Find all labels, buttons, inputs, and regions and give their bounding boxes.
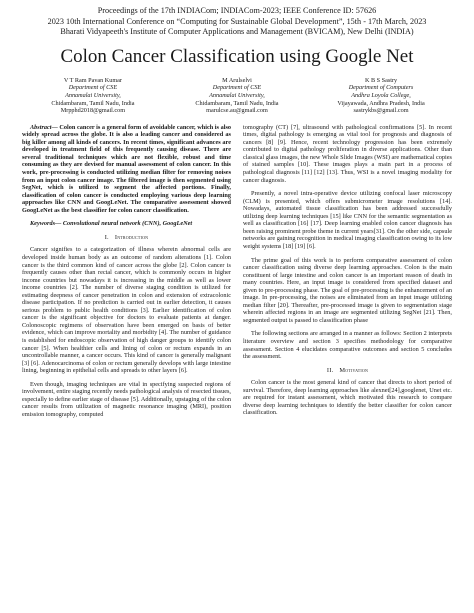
body-paragraph: Cancer signifies to a categorization of illness wherein abnormal cells are developed inside human body as an outcome of random alterations [1]. Colon cancer is the third common kind of cancer across the globe [2]. Colon cancer is frequently causes other than rectal cancer, which is commonly occurs in higher income countries but nowadays it is increasing in the middle as well as lower income countries [2]. The number of diverse staging condition is utilized for estimating deepness of cancer penetration in colon and extension of extracolonic disease participation. If no prediction is carried out in earlier detection, it causes serious problem to public health conditions [3]. Earlier identification of colon cancer is the significant objective for doctors to evaluate patients at danger. Colonoscopic regimens of observation have been emerged on basis of better evidence, which can improve mortality and morbidity [4]. The number of guidance is established for endoscopic observation of high danger groups to identify colon cancer [5]. When healthier cells and lining of colon or rectum expands in an uncontrollable manner, a cancer occurs. This kind of cancer is generally malignant [3] [6]. Adenocarcinoma of colon or rectum generally develops with large intestine lining, beginning in epithelial cells and spreads to other layers [6]. (22, 246, 231, 375)
keywords-label: Keywords— (30, 220, 62, 228)
section-title: Introduction (114, 233, 149, 241)
proceedings-line: 2023 10th International Conference on “Computing for Sustainable Global Development”, 15th - 17th March, 2023 (47, 16, 427, 26)
author-3 (310, 77, 452, 115)
author-name: K B S Sastry (364, 76, 398, 84)
author-city: Chidambaram, Tamil Nadu, India (195, 99, 279, 107)
author-org: Andhra Loyola College, (351, 91, 411, 99)
author-org: Annamalai University, (65, 91, 121, 99)
abstract (22, 124, 231, 215)
author-email: marulcse.au@gmail.com (206, 107, 268, 115)
abstract-text: Colon cancer is a general form of avoidable cancer, which is also widely spread across the globe. It is also a leading cancer and considered as big killer among all kinds of cancers. In recent times, significant advances are developed in treatment field of this frequently causing disease. There are several traditional techniques which are not flexible, robust and time consuming as they are devised for manual assessment of colon cancer. In this work, pre-processing is conducted utilizing median filter for removing noises from an input colon cancer image. The filtered image is then segmented using SegNet, which is utilized to segment the affected portions. Finally, classification of colon cancer is conducted employing various deep learning approaches like CNN and GoogLeNet. The comparative assessment showed GoogLeNet as the best classifier for colon cancer classification. (22, 123, 231, 214)
paper-title: Colon Cancer Classification using Google Net (60, 45, 414, 67)
body-paragraph: Even though, imaging techniques are vital in specifying suspected regions of involvement, entire staging recently needs pathological analysis of resected tissues, especially to define earlier stage of disease [5]. Additionally, upstaging of the colon cancer results from utilization of magnetic resonance imaging (MRI), position emission tomography, computed (22, 380, 231, 418)
author-city: Chidambaram, Tamil Nadu, India (51, 99, 135, 107)
author-name: M Arulselvi (222, 76, 252, 84)
author-1 (22, 77, 164, 115)
author-dept: Department of Computers (348, 84, 414, 92)
right-column (243, 124, 452, 425)
abstract-label: Abstract— (30, 123, 58, 131)
author-org: Annamalai University, (209, 91, 265, 99)
author-block (22, 77, 452, 115)
proceedings-header (22, 6, 452, 38)
author-dept: Department of CSE (212, 84, 262, 92)
keywords-text: Convolutional neural network (CNN), GoogLeNet (61, 220, 193, 228)
left-column (22, 124, 231, 425)
author-2 (166, 77, 308, 115)
body-paragraph: The following sections are arranged in a manner as follows: Section 2 interprets literature overview and section 3 specifies methodology for comparative assessment. Section 4 elucidates comparative outcomes and section 5 concludes the assessment. (243, 330, 452, 361)
author-email: sastrykbs@gmail.com (353, 107, 409, 115)
proceedings-line: Bharati Vidyapeeth's Institute of Computer Applications and Management (BVICAM), New Delhi (INDIA) (60, 27, 414, 37)
body-columns (22, 124, 452, 425)
body-paragraph: tomography (CT) [7], ultrasound with pathological confirmations [5]. In recent times, digital pathology is emerging as vital tool for prognosis and diagnosis of cancers [8] [9]. Hence, recent technology progression has been extremely contributed to digital pathology proliferation in diverse applications. Other than classical glass images, the new Whole Slide Images (WSI) are mathematical copies of stained samples [10]. These images plays a main part in a process of pathological diagnosis [11] [12] [13]. Thus, WSI is a novel imaging modality for cancer diagnosis. (243, 123, 452, 184)
body-paragraph: Colon cancer is the most general kind of cancer that directs to short period of survival. Therefore, deep learning approaches like alexnet[24],googlenet, Unet etc. are required for instant assessment, which motivated this research to compare diverse deep learning techniques to identify the better classifier for colon cancer classification. (243, 379, 452, 417)
author-dept: Department of CSE (68, 84, 118, 92)
section-number: II. (326, 366, 334, 374)
author-city: Vijayawada, Andhra Pradesh, India (337, 99, 425, 107)
proceedings-line: Proceedings of the 17th INDIACom; INDIACom-2023; IEEE Conference ID: 57626 (97, 6, 377, 15)
section-title: Motivation (339, 366, 369, 374)
body-paragraph: The prime goal of this work is to perform comparative assessment of colon cancer classification using diverse deep learning approaches. Colon is the main constituent of large intestine and colon cancer is an important reason of death in many countries. Here, an input image is considered from specified dataset and given to pre-processing phase. The goal of pre-processing is the enhancement of an image. In pre-processing, the noises are eliminated from an input image utilizing median filter [20]. Thereafter, pre-processed image is given to segmentation stage wherein affected regions in an image are segmented utilizing SegNet [21]. Then, segmented output is passed to classification phase (243, 256, 452, 324)
keywords (22, 220, 231, 228)
section-number: I. (104, 233, 109, 241)
author-name: V T Ram Pavan Kumar (63, 76, 122, 84)
section-heading-motivation (243, 367, 452, 375)
body-paragraph: Presently, a novel intra-operative device utilizing confocal laser microscopy (CLM) is presented, which offers submicrometer image resolutions [14]. Nowadays, automated tissue classification has been addressed successfully utilizing deep learning techniques [15] like CNN for the semantic segmentation as well as classification [16] [17]. Deep learning enabled colon cancer diagnosis has been raising prominent probe theme in current years[31]. On the other side, capsule networks are gaining recognition in medical imaging classification owing to its low weight systems [18] [19] [6]. (243, 190, 452, 250)
section-heading-introduction (22, 234, 231, 242)
author-email: Mrpphd2018@gmail.com (60, 107, 126, 115)
